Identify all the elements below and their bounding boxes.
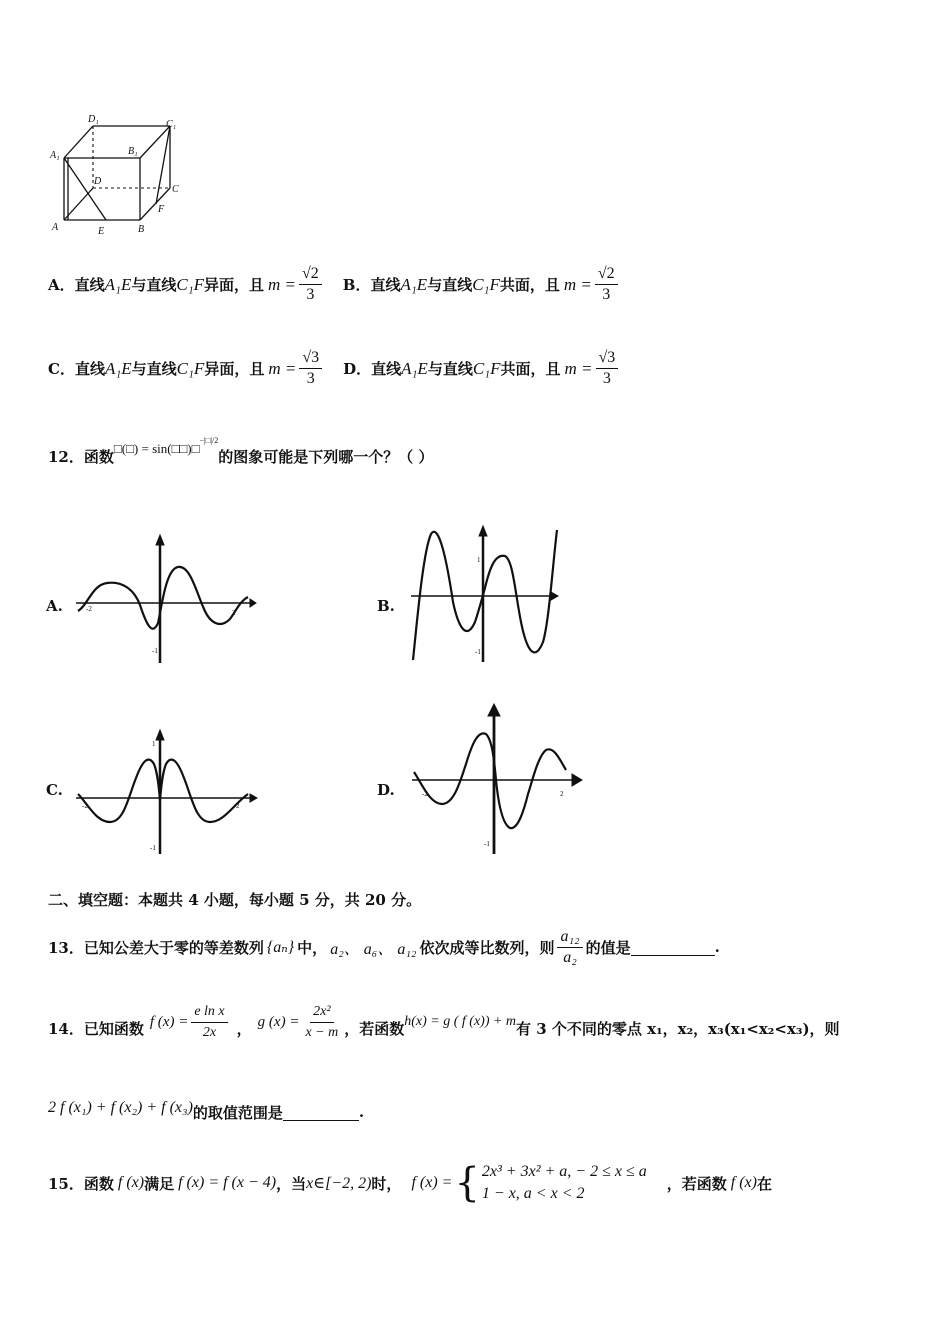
cube-label-f: F [158, 204, 165, 215]
svg-text:-1: -1 [484, 840, 490, 848]
q11-options-row-1 [48, 264, 621, 305]
cube-label-a1: A₁ [50, 150, 60, 161]
q12-graph-b[interactable] [405, 522, 565, 668]
svg-text:-2: -2 [422, 790, 428, 798]
q12-option-b-label[interactable]: B. [377, 597, 395, 615]
svg-text:2: 2 [560, 790, 564, 798]
cube-label-d1: D₁ [88, 114, 99, 125]
svg-text:2: 2 [236, 802, 240, 810]
q13: 13． 已知公差大于零的等差数列 {aₙ} 中， a₂、 a₆、 a₁₂ 依次成等比数列，则 $\frac{\text{a₁₂}}{\text{a₂}}$ 的值是 . [48, 927, 720, 966]
q12-exponent: −|□|/2 [199, 436, 219, 445]
svg-text:1: 1 [477, 556, 481, 564]
q12-graph-d[interactable] [408, 700, 586, 860]
cube-label-e: E [98, 226, 105, 237]
q12-option-c-label[interactable]: C. [46, 781, 63, 799]
svg-text:-1: -1 [150, 844, 156, 852]
cube-label-a: A [52, 222, 59, 233]
fraction: $\frac{\text{e ln x}}{2x}$ [191, 1002, 227, 1043]
q12-graph-c[interactable] [72, 728, 262, 858]
cube-label-d: D [94, 176, 102, 187]
q11-option-c[interactable]: C． 直线 A₁E 与直线 C₁F 异面，且 m = $\frac{√3}{3}$ [48, 348, 325, 389]
cube-label-c: C [172, 184, 179, 195]
q12-graph-a[interactable] [72, 533, 257, 668]
fraction: $\frac{√3}{3}$ [299, 348, 322, 389]
cube-label-b1: B₁ [128, 146, 138, 157]
svg-text:-1: -1 [152, 647, 158, 655]
fraction: $\frac{√2}{3}$ [299, 264, 322, 305]
fraction: $\frac{\text{2x²}}{x - m}$ [305, 1003, 339, 1040]
fraction: $\frac{√2}{3}$ [595, 264, 618, 305]
case-1: 2x³ + 3x² + a, − 2 ≤ x ≤ a [481, 1163, 647, 1180]
answer-blank[interactable] [631, 939, 715, 956]
q12-stem: 12． 函数 □(□) = sin(□□)□ −|□|/2 的图象可能是下列哪一个？（ ） [48, 436, 434, 466]
cube-label-b: B [138, 224, 145, 235]
svg-text:1: 1 [152, 740, 156, 748]
q14-line-1: 14． 已知函数 f (x) = $\frac{\text{e ln x}}{2x}$ ， g (x) = $\frac{\text{2x²}}{x - m}$ ，若函数 h(x) = g ( f (x)) + m 有 3 个不同的零点 x₁，x₂，x₃(x₁<x₂<x₃)，则 [48, 1000, 840, 1056]
q15: 15． 函数 f (x) 满足 f (x) = f (x − 4) ，当 x∈[−2, 2) 时， f (x) = { 2x³ + 3x² + a, − 2 ≤ x ≤ a 1 − x, a < x < 2 ，若函数 f (x) 在 [48, 1160, 772, 1206]
svg-text:2: 2 [232, 609, 236, 617]
cube-label-c1: C₁ [166, 119, 177, 130]
fraction: $\frac{\text{a₁₂}}{\text{a₂}}$ [557, 927, 582, 968]
answer-blank[interactable] [283, 1104, 359, 1121]
cube-figure [48, 112, 198, 240]
q12-formula: □(□) = sin(□□)□ [113, 440, 200, 456]
q11-option-d[interactable]: D． 直线 A₁E 与直线 C₁F 共面，且 m = $\frac{√3}{3}$ [343, 348, 621, 389]
svg-text:-2: -2 [82, 802, 88, 810]
fraction: $\frac{√3}{3}$ [596, 348, 619, 389]
q11-option-a[interactable]: A． 直线 A₁E 与直线 C₁F 异面，且 m = $\frac{√2}{3}$ [48, 264, 325, 305]
q11-options-row-2 [48, 348, 621, 389]
q12-option-d-label[interactable]: D. [377, 781, 395, 799]
q11-option-b[interactable]: B． 直线 A₁E 与直线 C₁F 共面，且 m = $\frac{√2}{3}$ [343, 264, 621, 305]
svg-text:-2: -2 [86, 605, 92, 613]
svg-text:-1: -1 [475, 648, 481, 656]
case-2: 1 − x, a < x < 2 [481, 1185, 585, 1202]
q12-option-a-label[interactable]: A. [46, 597, 63, 615]
section-2-title: 二、填空题：本题共 4 小题，每小题 5 分，共 20 分。 [48, 891, 422, 909]
piecewise-function: f (x) = { 2x³ + 3x² + a, − 2 ≤ x ≤ a 1 − x, a < x < 2 [411, 1160, 647, 1206]
q14-line-2: 2 f (x₁) + f (x₂) + f (x₃) 的取值范围是 . [48, 1099, 365, 1122]
